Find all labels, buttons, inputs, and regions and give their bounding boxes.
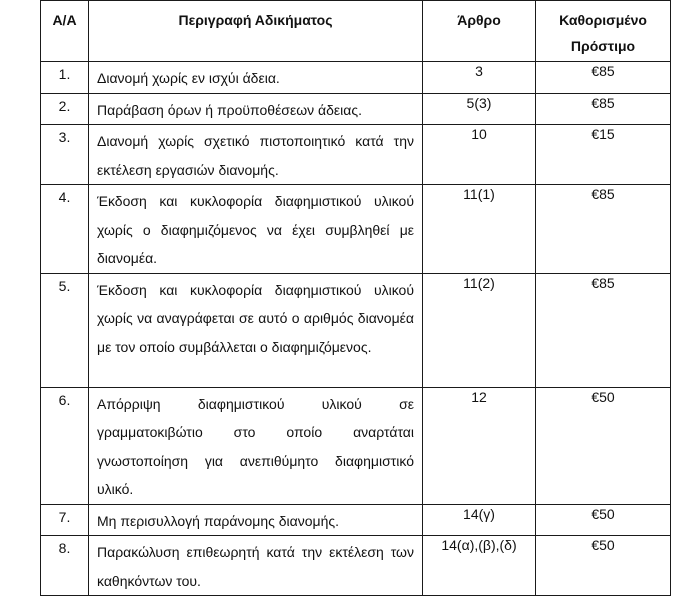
row-description: Απόρριψη διαφημιστικού υλικού σε γραμματοκιβώτιο στο οποίο αναρτάται γνωστοποίηση για ανεπιθύμητο διαφημιστικό υλικό. [89,387,423,504]
row-num: 4. [41,185,89,274]
row-fine: €15 [536,125,671,185]
offences-table [40,0,671,596]
row-article: 10 [423,125,536,185]
row-description: Διανομή χωρίς σχετικό πιστοποιητικό κατά την εκτέλεση εργασιών διανομής. [89,125,423,185]
row-description: Έκδοση και κυκλοφορία διαφημιστικού υλικού χωρίς ο διαφημιζόμενος να έχει συμβληθεί με διανομέα. [89,185,423,274]
table-row [41,185,671,274]
row-num: 6. [41,387,89,504]
row-num: 8. [41,536,89,596]
row-description: Παρακώλυση επιθεωρητή κατά την εκτέλεση των καθηκόντων του. [89,536,423,596]
header-fine: Καθορισμένο Πρόστιμο [536,1,671,62]
row-fine: €50 [536,387,671,504]
row-num: 2. [41,93,89,125]
row-fine: €85 [536,273,671,387]
table-row [41,536,671,596]
row-fine: €50 [536,536,671,596]
row-article: 11(1) [423,185,536,274]
row-fine: €85 [536,62,671,94]
row-num: 5. [41,273,89,387]
table-row [41,93,671,125]
row-description: Μη περισυλλογή παράνομης διανομής. [89,504,423,536]
table-header-row [41,1,671,62]
row-article: 14(γ) [423,504,536,536]
row-article: 12 [423,387,536,504]
header-article: Άρθρο [423,1,536,62]
table-row [41,125,671,185]
row-article: 5(3) [423,93,536,125]
table-row [41,62,671,94]
row-num: 3. [41,125,89,185]
row-fine: €50 [536,504,671,536]
row-num: 1. [41,62,89,94]
row-fine: €85 [536,185,671,274]
row-article: 11(2) [423,273,536,387]
row-fine: €85 [536,93,671,125]
row-description: Παράβαση όρων ή προϋποθέσεων άδειας. [89,93,423,125]
row-num: 7. [41,504,89,536]
row-article: 3 [423,62,536,94]
table-row [41,504,671,536]
table-row [41,273,671,387]
header-num: Α/Α [41,1,89,62]
row-description: Διανομή χωρίς εν ισχύι άδεια. [89,62,423,94]
header-description: Περιγραφή Αδικήματος [89,1,423,62]
row-description: Έκδοση και κυκλοφορία διαφημιστικού υλικού χωρίς να αναγράφεται σε αυτό ο αριθμός διανομέα με τον οποίο συμβάλλεται ο διαφημιζόμενος. [89,273,423,387]
table-row [41,387,671,504]
row-article: 14(α),(β),(δ) [423,536,536,596]
